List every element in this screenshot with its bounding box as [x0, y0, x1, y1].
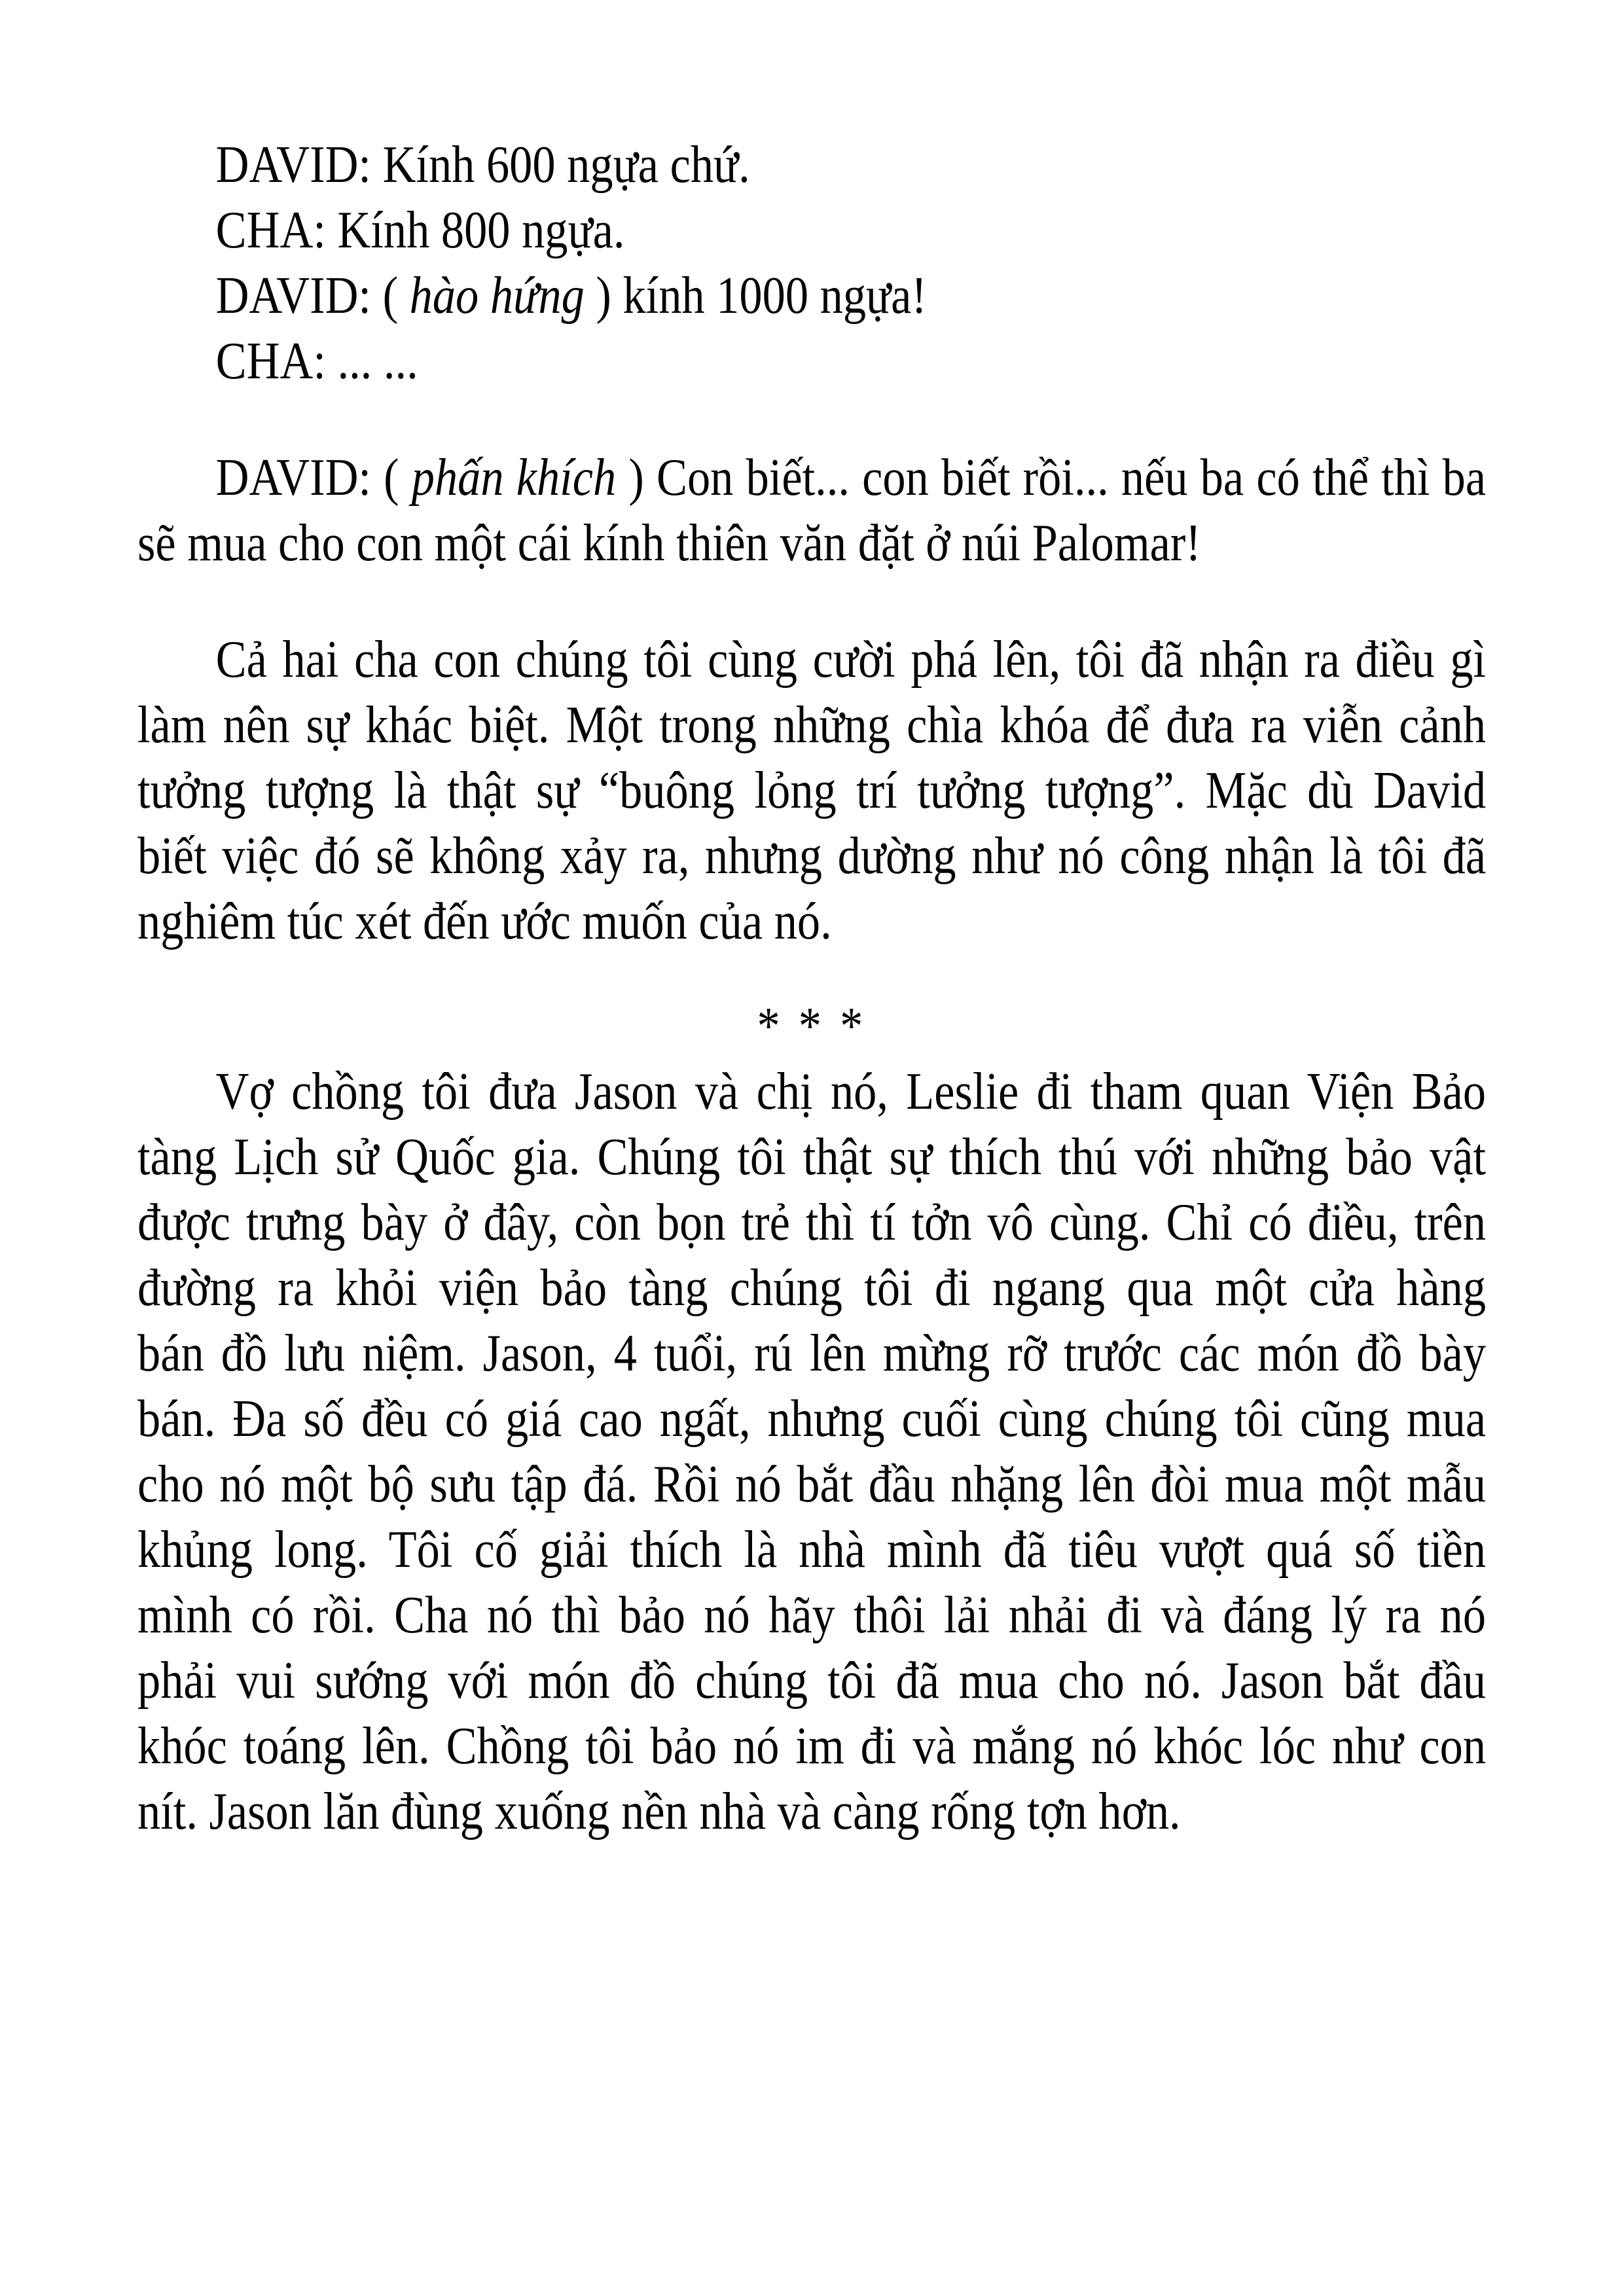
- stage-direction: phấn khích: [411, 449, 617, 507]
- section-separator: * * *: [757, 997, 867, 1055]
- dialogue-line-cha-2: CHA: ... ...: [215, 332, 418, 390]
- paragraph-line: bán đồ lưu niệm. Jason, 4 tuổi, rú lên mừng rỡ trước các món đồ bày: [137, 1325, 1487, 1382]
- paragraph-line: Vợ chồng tôi đưa Jason và chị nó, Leslie đi tham quan Viện Bảo: [215, 1063, 1487, 1121]
- paragraph-line: đường ra khỏi viện bảo tàng chúng tôi đi ngang qua một cửa hàng: [137, 1259, 1487, 1317]
- paragraph-line: khóc toáng lên. Chồng tôi bảo nó im đi và mắng nó khóc lóc như con: [137, 1717, 1487, 1775]
- narrative-paragraph-1: [137, 627, 1486, 954]
- stage-direction: hào hứng: [409, 267, 585, 325]
- paragraph-line: bán. Đa số đều có giá cao ngất, nhưng cuối cùng chúng tôi cũng mua: [137, 1390, 1487, 1448]
- dialogue-text: DAVID: (: [215, 449, 412, 507]
- text-column: [137, 132, 1486, 1844]
- paragraph-line: được trưng bày ở đây, còn bọn trẻ thì tí tởn vô cùng. Chỉ có điều, trên: [137, 1194, 1487, 1251]
- dialogue-text: DAVID: (: [215, 267, 410, 325]
- paragraph-line: Cả hai cha con chúng tôi cùng cười phá lên, tôi đã nhận ra điều gì: [215, 631, 1487, 689]
- paragraph-line: tàng Lịch sử Quốc gia. Chúng tôi thật sự thích thú với những bảo vật: [137, 1128, 1487, 1186]
- paragraph-line: biết việc đó sẽ không xảy ra, nhưng dường như nó công nhận là tôi đã: [137, 827, 1487, 885]
- paragraph-line: tưởng tượng là thật sự “buông lỏng trí tưởng tượng”. Mặc dù David: [137, 762, 1487, 819]
- paragraph-line: làm nên sự khác biệt. Một trong những chìa khóa để đưa ra viễn cảnh: [137, 696, 1487, 754]
- dialogue-line: sẽ mua cho con một cái kính thiên văn đặt ở núi Palomar!: [137, 514, 1201, 572]
- dialogue-text: ) kính 1000 ngựa!: [584, 267, 927, 325]
- dialogue-paragraph-david-3: [137, 445, 1486, 576]
- paragraph-line: mình có rồi. Cha nó thì bảo nó hãy thôi lải nhải đi và đáng lý ra nó: [137, 1587, 1487, 1644]
- dialogue-line-david-1: DAVID: Kính 600 ngựa chứ.: [215, 136, 750, 194]
- paragraph-line: nít. Jason lăn đùng xuống nền nhà và càng rống tợn hơn.: [137, 1783, 1181, 1840]
- paragraph-line: cho nó một bộ sưu tập đá. Rồi nó bắt đầu nhặng lên đòi mua một mẫu: [137, 1456, 1487, 1513]
- paragraph-line: nghiêm túc xét đến ước muốn của nó.: [137, 893, 832, 950]
- paragraph-line: khủng long. Tôi cố giải thích là nhà mình đã tiêu vượt quá số tiền: [137, 1521, 1487, 1579]
- dialogue-line: [137, 445, 1486, 511]
- paragraph-line: phải vui sướng với món đồ chúng tôi đã mua cho nó. Jason bắt đầu: [137, 1652, 1487, 1710]
- narrative-paragraph-2: [137, 1059, 1486, 1844]
- dialogue-line-david-2: [137, 263, 1486, 329]
- dialogue-line-cha-1: CHA: Kính 800 ngựa.: [215, 202, 625, 259]
- dialogue-text: ) Con biết... con biết rồi... nếu ba có thể thì ba: [616, 449, 1487, 507]
